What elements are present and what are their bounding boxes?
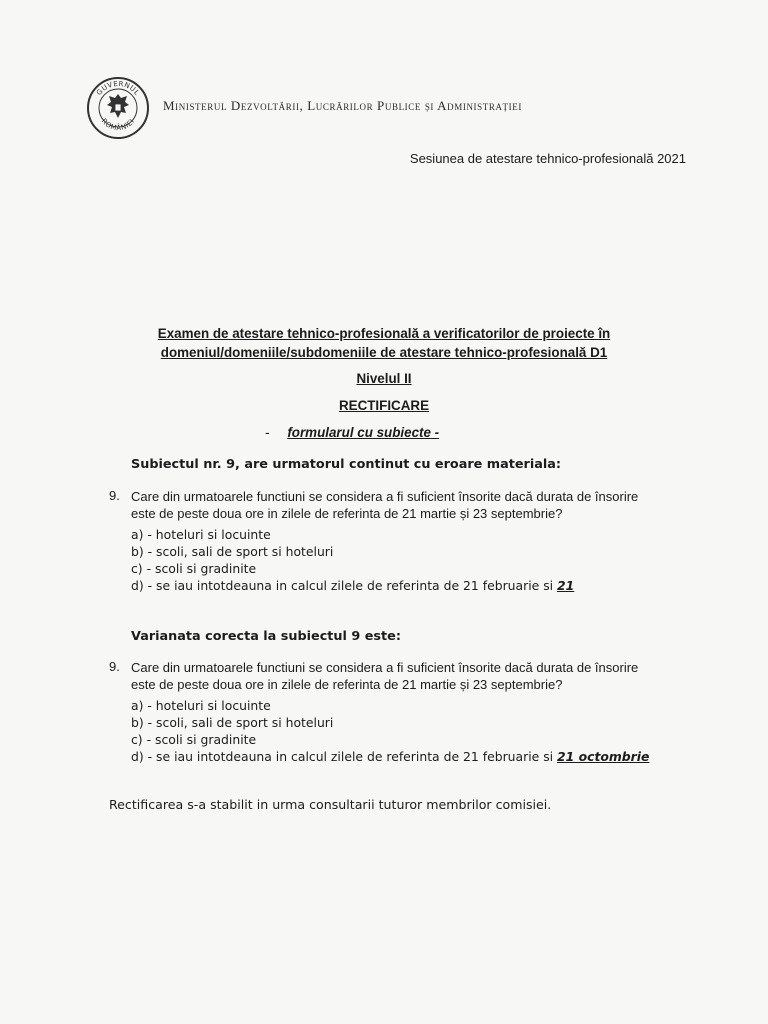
erroneous-options bbox=[131, 526, 574, 594]
option-item: a) - hoteluri si locuinte bbox=[131, 698, 271, 713]
option-item bbox=[131, 748, 649, 765]
question-line: este de peste doua ore in zilele de referinta de 21 martie și 23 septembrie? bbox=[131, 677, 563, 692]
ministry-name: Ministerul Dezvoltării, Lucrărilor Publice și Administrației bbox=[163, 98, 522, 113]
exam-title-line1: Examen de atestare tehnico-profesională a verificatorilor de proiecte în bbox=[157, 326, 611, 341]
rectification-label: RECTIFICARE bbox=[338, 398, 429, 413]
question-line: este de peste doua ore in zilele de referinta de 21 martie și 23 septembrie? bbox=[131, 506, 563, 521]
svg-text:GUVERNUL: GUVERNUL bbox=[95, 79, 142, 98]
svg-text:ROMÂNIEI: ROMÂNIEI bbox=[99, 117, 137, 133]
form-dash: - bbox=[264, 425, 270, 440]
corrected-heading: Varianata corecta la subiectul 9 este: bbox=[131, 629, 401, 644]
corrected-options bbox=[131, 697, 649, 765]
option-item: a) - hoteluri si locuinte bbox=[131, 527, 271, 542]
option-item bbox=[131, 577, 574, 594]
session-label: Sesiunea de atestare tehnico-profesională 2021 bbox=[409, 151, 686, 166]
question-line: Care din urmatoarele functiuni se considera a fi suficient însorite dacă durata de însorire bbox=[131, 660, 639, 675]
exam-title-line2: domeniul/domeniile/subdomeniile de atestare tehnico-profesională D1 bbox=[160, 345, 608, 360]
level-label: Nivelul II bbox=[356, 371, 412, 386]
option-item: c) - scoli si gradinite bbox=[131, 732, 257, 747]
erroneous-question bbox=[131, 488, 691, 522]
question-line: Care din urmatoarele functiuni se considera a fi suficient însorite dacă durata de însorire bbox=[131, 489, 639, 504]
option-item: c) - scoli si gradinite bbox=[131, 561, 257, 576]
corrected-question bbox=[131, 659, 691, 693]
option-d-text: d) - se iau intotdeauna in calcul zilele de referinta de 21 februarie si bbox=[131, 749, 558, 764]
footer-note: Rectificarea s-a stabilit in urma consultarii tuturor membrilor comisiei. bbox=[109, 797, 552, 812]
option-d-text: d) - se iau intotdeauna in calcul zilele de referinta de 21 februarie si bbox=[131, 578, 558, 593]
option-d-emphasis: 21 octombrie bbox=[557, 749, 650, 764]
option-d-emphasis: 21 bbox=[557, 578, 575, 593]
government-seal-logo bbox=[86, 76, 150, 140]
erroneous-heading: Subiectul nr. 9, are urmatorul continut cu eroare materiala: bbox=[131, 457, 562, 472]
form-label: formularul cu subiecte - bbox=[287, 425, 440, 440]
question-number: 9. bbox=[109, 659, 120, 674]
form-subtitle bbox=[0, 425, 736, 440]
question-number: 9. bbox=[109, 488, 120, 503]
option-item: b) - scoli, sali de sport si hoteluri bbox=[131, 715, 334, 730]
option-item: b) - scoli, sali de sport si hoteluri bbox=[131, 544, 334, 559]
